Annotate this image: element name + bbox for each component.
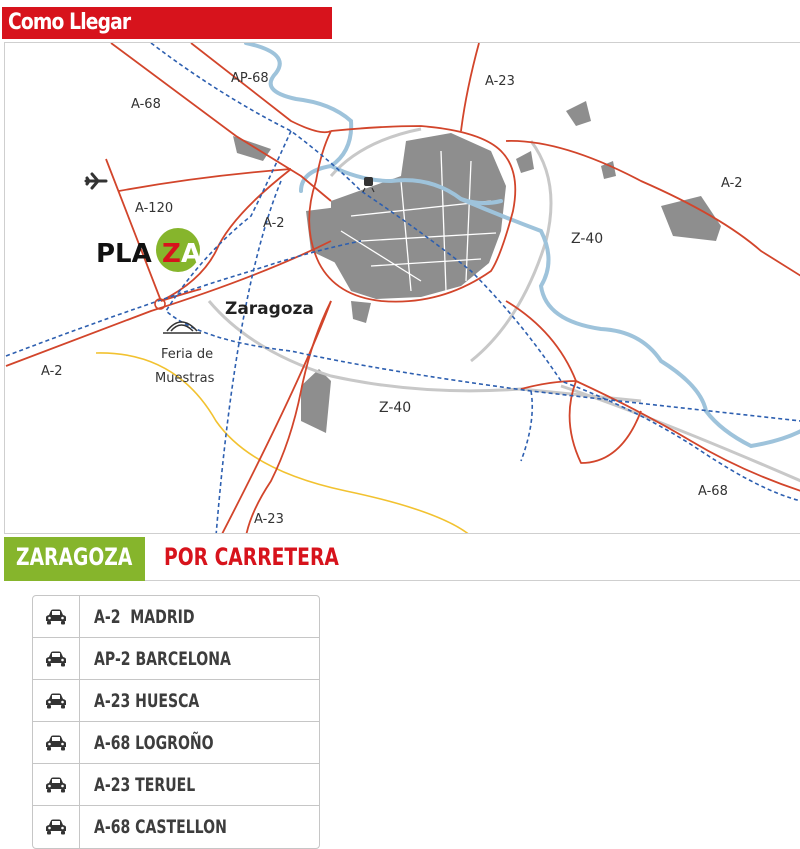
route-row <box>33 764 319 806</box>
map-canvas <box>4 42 800 534</box>
route-label-cell <box>80 596 319 637</box>
routes-table <box>32 595 320 849</box>
route-label-cell <box>80 638 319 679</box>
svg-text:PLA: PLA <box>96 239 152 269</box>
car-icon <box>33 638 80 679</box>
route-row <box>33 638 319 680</box>
route-label: A-23 TERUEL <box>94 773 196 796</box>
airport-plane-icon <box>86 174 106 188</box>
route-label-cell <box>80 764 319 805</box>
section-header <box>4 537 800 581</box>
route-row <box>33 680 319 722</box>
car-icon <box>33 680 80 721</box>
label-a23-top: A-23 <box>485 74 515 89</box>
car-icon <box>33 764 80 805</box>
route-label: A-23 HUESCA <box>94 689 200 712</box>
route-row <box>33 722 319 764</box>
car-icon <box>33 722 80 763</box>
label-z40-bottom: Z-40 <box>379 400 412 416</box>
label-a23-bottom: A-23 <box>254 512 284 527</box>
route-label-cell <box>80 680 319 721</box>
route-row <box>33 596 319 638</box>
label-a2-center: A-2 <box>263 216 285 231</box>
route-row <box>33 806 319 848</box>
route-label-cell <box>80 806 319 848</box>
svg-text:Z: Z <box>162 239 181 269</box>
label-a68-bottom: A-68 <box>698 484 728 499</box>
secondary-road <box>96 353 471 534</box>
route-label: AP-2 BARCELONA <box>94 647 231 670</box>
label-a2-right: A-2 <box>721 176 743 191</box>
feria-building-icon <box>163 322 201 333</box>
label-a2-left: A-2 <box>41 364 63 379</box>
label-a68-left: A-68 <box>131 97 161 112</box>
route-label-cell <box>80 722 319 763</box>
car-icon <box>33 596 80 637</box>
section-heading: POR CARRETERA <box>164 543 339 571</box>
city-name: ZARAGOZA <box>16 543 133 571</box>
car-icon <box>33 806 80 848</box>
label-a120: A-120 <box>135 201 174 216</box>
route-label: A-2 MADRID <box>94 605 195 628</box>
urban-areas <box>233 101 721 433</box>
route-label: A-68 LOGROÑO <box>94 731 214 754</box>
label-ap68: AP-68 <box>231 71 269 86</box>
location-map <box>4 42 800 534</box>
label-muestras: Muestras <box>155 371 215 386</box>
label-feria: Feria de <box>161 347 214 362</box>
plaza-logo <box>96 228 201 272</box>
city-tag <box>4 537 145 581</box>
page-title: Como Llegar <box>8 10 131 35</box>
route-label: A-68 CASTELLON <box>94 816 227 838</box>
svg-text:A: A <box>181 239 202 269</box>
page-header <box>2 7 332 39</box>
label-zaragoza: Zaragoza <box>225 299 314 319</box>
label-z40-right: Z-40 <box>571 231 604 247</box>
